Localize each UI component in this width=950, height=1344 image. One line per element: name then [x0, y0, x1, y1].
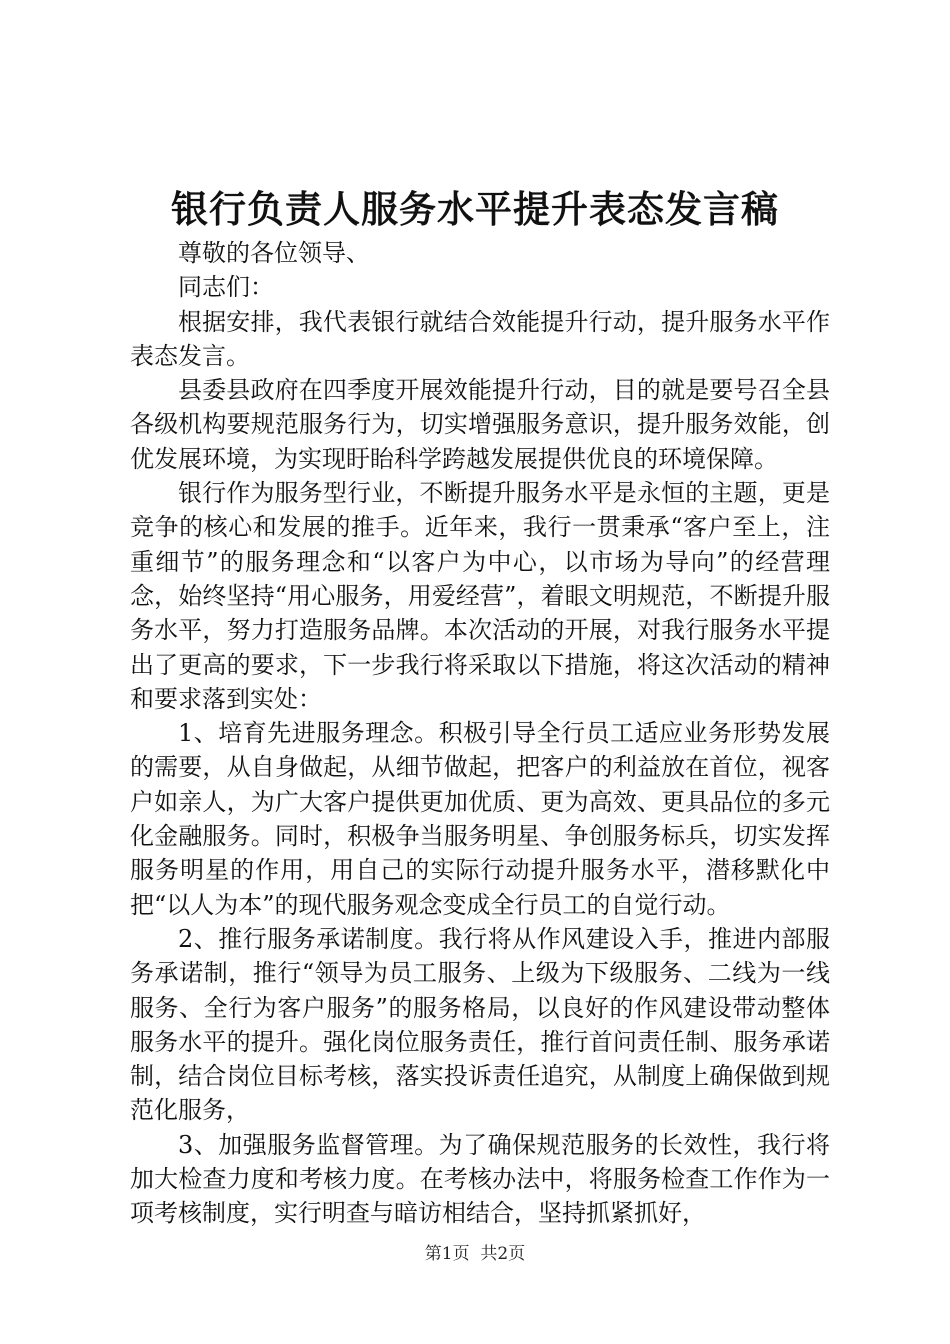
- paragraph: 县委县政府在四季度开展效能提升行动，目的就是要号召全县各级机构要规范服务行为，切实增强服务意识，提升服务效能，创优发展环境，为实现盱眙科学跨越发展提供优良的环境保障。: [130, 376, 830, 473]
- document-title: 银行负责人服务水平提升表态发言稿: [171, 187, 779, 231]
- paragraph: 根据安排，我代表银行就结合效能提升行动，提升服务水平作表态发言。: [130, 307, 830, 370]
- document-body: [130, 236, 830, 1231]
- salutation-line-1: 尊敬的各位领导、: [178, 239, 370, 267]
- page-total: 共2页: [480, 1244, 526, 1264]
- paragraph: 2、推行服务承诺制度。我行将从作风建设入手，推进内部服务承诺制，推行“领导为员工服务、上级为下级服务、二线为一线服务、全行为客户服务”的服务格局，以良好的作风建设带动整体服务水平的提升。强化岗位服务责任，推行首问责任制、服务承诺制，结合岗位目标考核，落实投诉责任追究，从制度上确保做到规范化服务，: [130, 924, 830, 1125]
- page-footer: [0, 1243, 950, 1265]
- salutation-line-2: 同志们：: [178, 273, 274, 302]
- footer-separator: [470, 1244, 481, 1264]
- paragraph: 银行作为服务型行业，不断提升服务水平是永恒的主题，更是竞争的核心和发展的推手。近年来，我行一贯秉承“客户至上，注重细节”的服务理念和“以客户为中心，以市场为导向”的经营理念，始终坚持“用心服务，用爱经营”，着眼文明规范，不断提升服务水平，努力打造服务品牌。本次活动的开展，对我行服务水平提出了更高的要求，下一步我行将采取以下措施，将这次活动的精神和要求落到实处：: [130, 479, 830, 713]
- paragraph: 3、加强服务监督管理。为了确保规范服务的长效性，我行将加大检查力度和考核力度。在考核办法中，将服务检查工作作为一项考核制度，实行明查与暗访相结合，坚持抓紧抓好，: [130, 1130, 830, 1228]
- paragraph: 1、培育先进服务理念。积极引导全行员工适应业务形势发展的需要，从自身做起，从细节做起，把客户的利益放在首位，视客户如亲人，为广大客户提供更加优质、更为高效、更具品位的多元化金融服务。同时，积极争当服务明星、争创服务标兵，切实发挥服务明星的作用，用自己的实际行动提升服务水平，潜移默化中把“以人为本”的现代服务观念变成全行员工的自觉行动。: [130, 719, 830, 919]
- page-number: 第1页: [424, 1244, 470, 1264]
